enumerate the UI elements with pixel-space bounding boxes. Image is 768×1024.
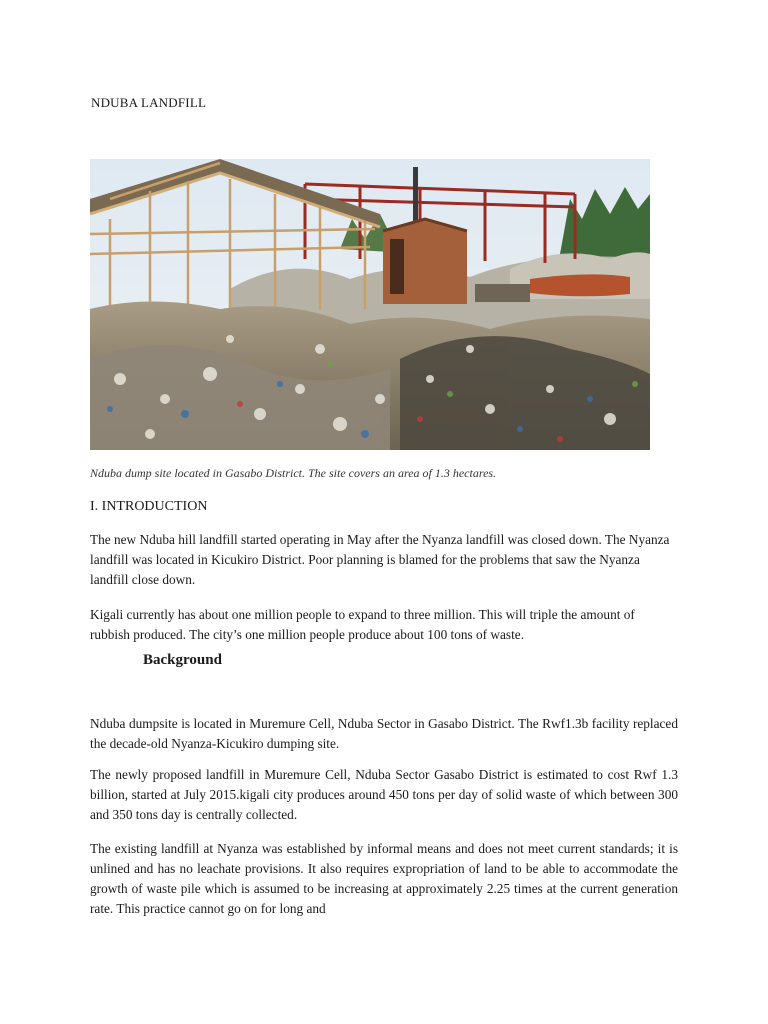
- landfill-photo: [90, 159, 650, 450]
- introduction-heading: I. INTRODUCTION: [90, 499, 208, 514]
- background-paragraph: The existing landfill at Nyanza was established by informal means and does not meet current standards; it is unlined and has no leachate provisions. It also requires expropriation of land to be able to accommodate the growth of waste pile which is assumed to be increasing at approximately 2.25 times at the current generation rate. This practice cannot go on for long and: [90, 841, 678, 916]
- background-heading: Background: [143, 652, 222, 668]
- intro-paragraph: Kigali currently has about one million people to expand to three million. This will triple the amount of rubbish produced. The city’s one million people produce about 100 tons of waste.: [90, 607, 635, 642]
- intro-paragraph: The new Nduba hill landfill started operating in May after the Nyanza landfill was closed down. The Nyanza landfill was located in Kicukiro District. Poor planning is blamed for the problems that saw the Nyanza landfill close down.: [90, 532, 670, 587]
- background-paragraph: The newly proposed landfill in Muremure Cell, Nduba Sector Gasabo District is estimated to cost Rwf 1.3 billion, started at July 2015.kigali city produces around 450 tons per day of solid waste of which between 300 and 350 tons day is centrally collected.: [90, 767, 678, 822]
- photo-caption: Nduba dump site located in Gasabo District. The site covers an area of 1.3 hectares.: [90, 466, 497, 480]
- background-paragraph: Nduba dumpsite is located in Muremure Cell, Nduba Sector in Gasabo District. The Rwf1.3b facility replaced the decade-old Nyanza-Kicukiro dumping site.: [90, 716, 678, 751]
- document-title: NDUBA LANDFILL: [91, 95, 207, 110]
